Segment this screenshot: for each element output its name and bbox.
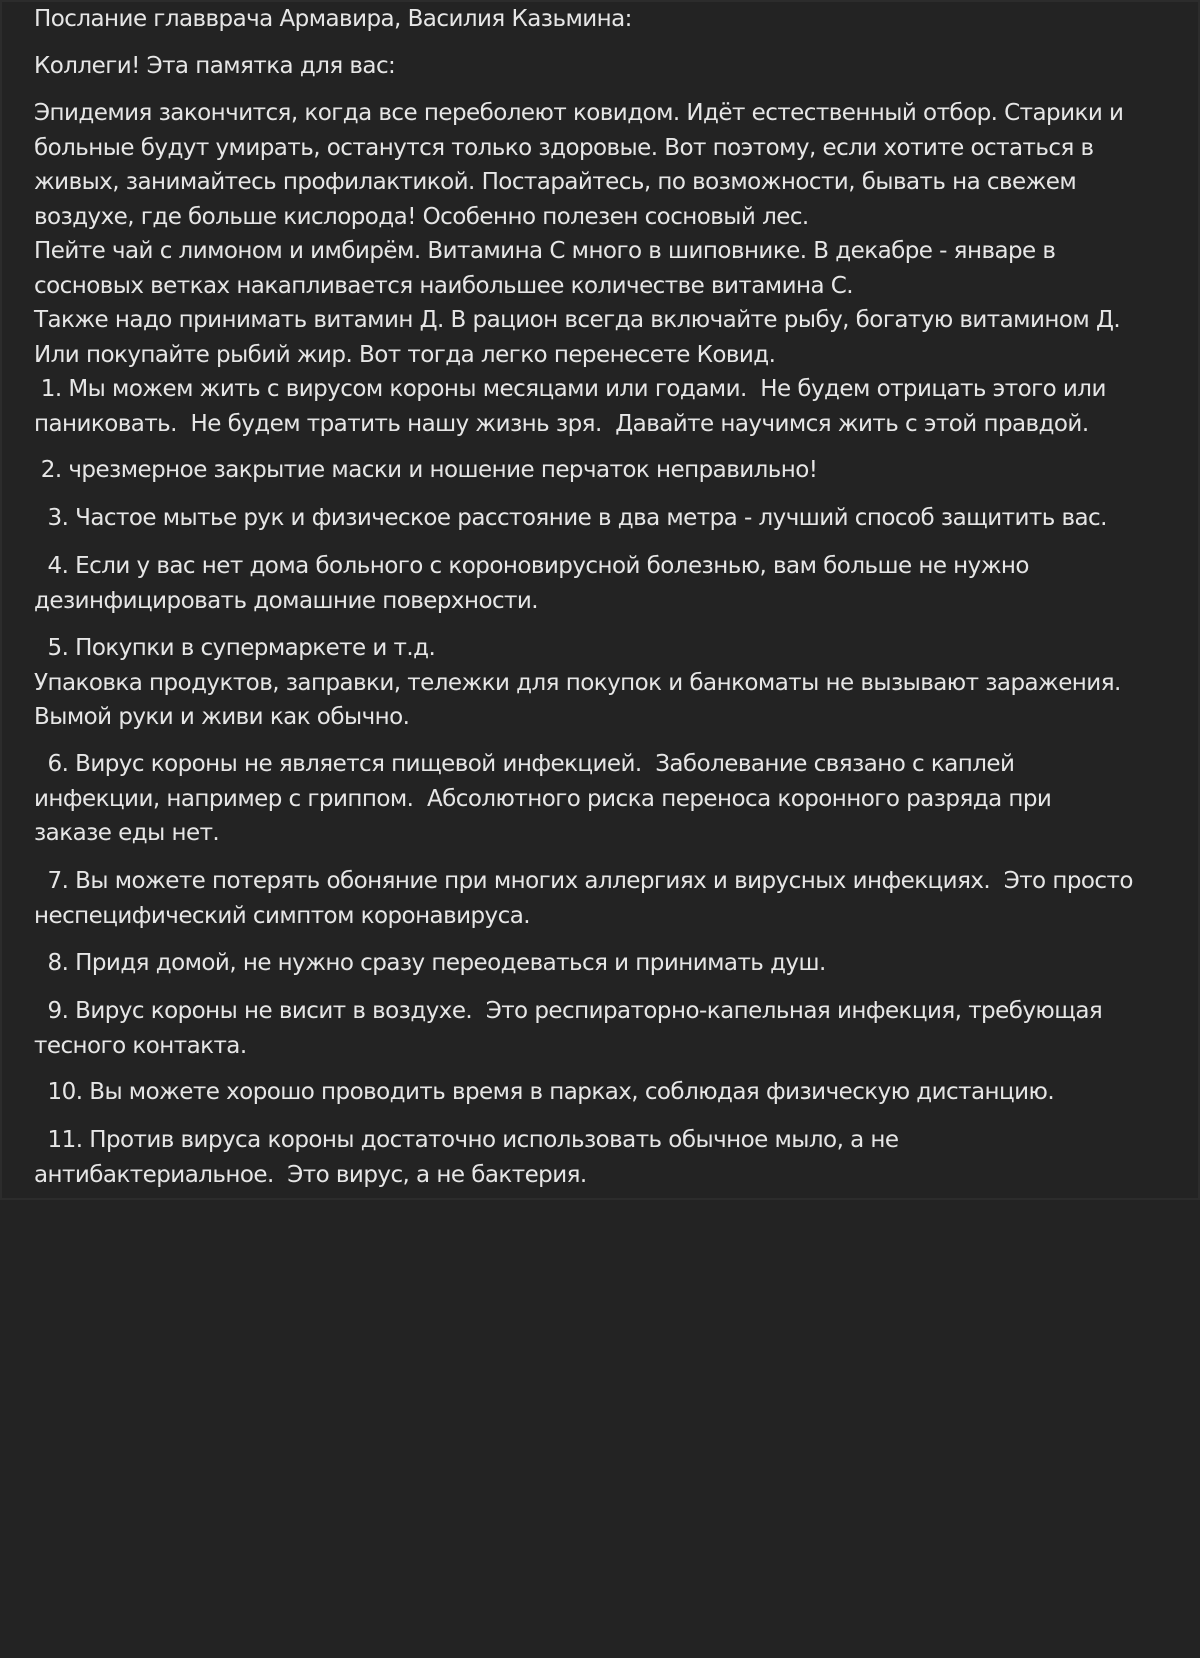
- point-5-line: Вымой руки и живи как обычно.: [34, 704, 410, 730]
- point-9-line: 9. Вирус короны не висит в воздухе. Это респираторно-капельная инфекция, требующая: [34, 998, 1103, 1024]
- point-11-line: антибактериальное. Это вирус, а не бактерия.: [34, 1161, 587, 1188]
- point-7-line: 7. Вы можете потерять обоняние при многих аллергиях и вирусных инфекциях. Это просто: [34, 868, 1133, 894]
- message-greeting: Коллеги! Эта памятка для вас:: [34, 53, 396, 79]
- point-6-line: заказе еды нет.: [34, 820, 220, 846]
- point-4-line: дезинфицировать домашние поверхности.: [34, 587, 539, 614]
- point-1-line: паниковать. Не будем тратить нашу жизнь зря. Давайте научимся жить с этой правдой.: [34, 410, 1089, 437]
- intro-line: Пейте чай с лимоном и имбирём. Витамина С много в шиповнике. В декабре - январе в: [34, 238, 1056, 264]
- message-header: Послание главврача Армавира, Василия Казьмина:: [34, 6, 632, 32]
- point-6-line: инфекции, например с гриппом. Абсолютного риска переноса коронного разряда при: [34, 785, 1052, 812]
- intro-line: Также надо принимать витамин Д. В рацион всегда включайте рыбу, богатую витамином Д.: [34, 307, 1121, 333]
- point-11-line: 11. Против вируса короны достаточно использовать обычное мыло, а не: [34, 1127, 899, 1153]
- point-3-line: 3. Частое мытье рук и физическое расстояние в два метра - лучший способ защитить вас.: [34, 505, 1107, 531]
- point-4-line: 4. Если у вас нет дома больного с короновирусной болезнью, вам больше не нужно: [34, 553, 1029, 579]
- point-7-line: неспецифический симптом коронавируса.: [34, 902, 531, 929]
- point-5-line: Упаковка продуктов, заправки, тележки для покупок и банкоматы не вызывают заражения.: [34, 669, 1121, 696]
- point-6-line: 6. Вирус короны не является пищевой инфекцией. Заболевание связано с каплей: [34, 751, 1015, 777]
- intro-line: Или покупайте рыбий жир. Вот тогда легко перенесете Ковид.: [34, 341, 776, 368]
- intro-line: больные будут умирать, останутся только здоровые. Вот поэтому, если хотите остаться в: [34, 134, 1094, 161]
- intro-line: живых, занимайтесь профилактикой. Постарайтесь, по возможности, бывать на свежем: [34, 169, 1077, 195]
- intro-line: воздухе, где больше кислорода! Особенно полезен сосновый лес.: [34, 203, 809, 230]
- point-10-line: 10. Вы можете хорошо проводить время в парках, соблюдая физическую дистанцию.: [34, 1079, 1055, 1105]
- point-9-line: тесного контакта.: [34, 1032, 247, 1059]
- point-8-line: 8. Придя домой, не нужно сразу переодеваться и принимать душ.: [34, 950, 826, 976]
- intro-line: сосновых ветках накапливается наибольшее количестве витамина С.: [34, 272, 854, 299]
- point-5-line: 5. Покупки в супермаркете и т.д.: [34, 635, 436, 661]
- intro-line: Эпидемия закончится, когда все переболеют ковидом. Идёт естественный отбор. Старики и: [34, 100, 1124, 126]
- point-1-line: 1. Мы можем жить с вирусом короны месяцами или годами. Не будем отрицать этого или: [34, 376, 1106, 402]
- message-body: [34, 2, 1184, 1658]
- point-2-line: 2. чрезмерное закрытие маски и ношение перчаток неправильно!: [34, 457, 818, 483]
